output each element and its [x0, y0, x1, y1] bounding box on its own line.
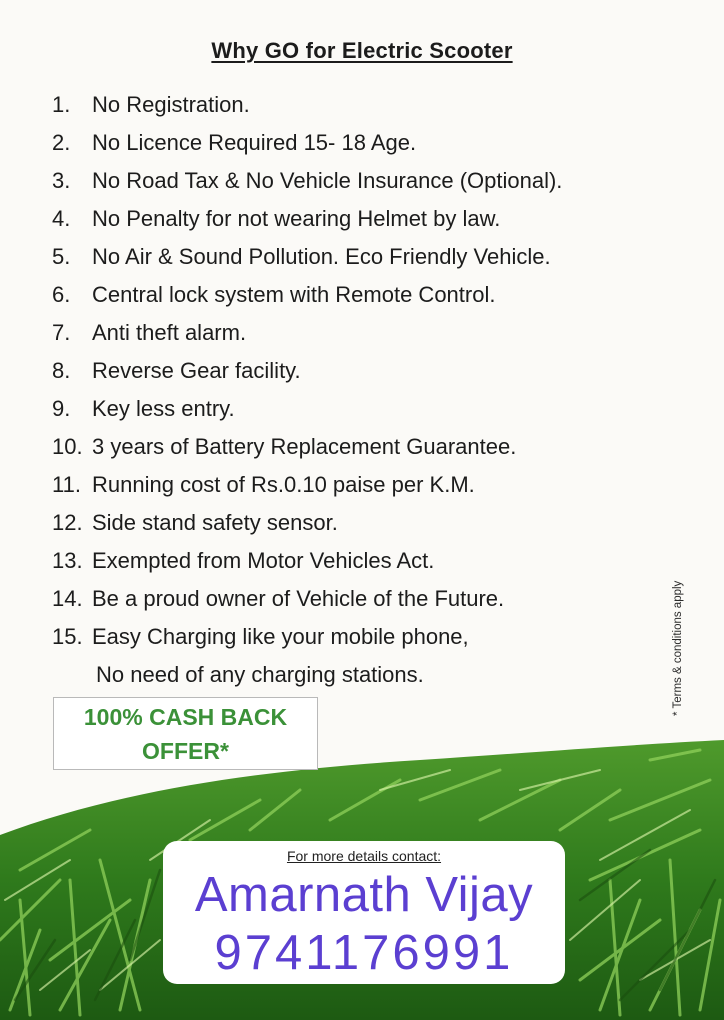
- item-text: Side stand safety sensor.: [92, 510, 338, 535]
- terms-note: * Terms & conditions apply: [672, 580, 684, 716]
- item-text: Reverse Gear facility.: [92, 358, 301, 383]
- item-number: 6.: [52, 282, 71, 307]
- contact-card: [163, 841, 565, 984]
- list-item-continuation: No need of any charging stations.: [96, 662, 424, 687]
- item-number: 1.: [52, 92, 71, 117]
- item-text: Central lock system with Remote Control.: [92, 282, 496, 307]
- item-number: 13.: [52, 548, 83, 573]
- item-text: No Road Tax & No Vehicle Insurance (Optional).: [92, 168, 563, 193]
- item-text: Easy Charging like your mobile phone,: [92, 624, 469, 649]
- item-number: 2.: [52, 130, 71, 155]
- item-text: 3 years of Battery Replacement Guarantee.: [92, 434, 517, 459]
- item-text: Exempted from Motor Vehicles Act.: [92, 548, 435, 573]
- item-number: 11.: [52, 472, 81, 497]
- item-number: 9.: [52, 396, 71, 421]
- item-text: Key less entry.: [92, 396, 235, 421]
- item-text: Be a proud owner of Vehicle of the Future.: [92, 586, 505, 611]
- contact-label: For more details contact:: [286, 848, 442, 864]
- item-number: 15.: [52, 624, 83, 649]
- item-number: 12.: [52, 510, 83, 535]
- item-text: Running cost of Rs.0.10 paise per K.M.: [92, 472, 475, 497]
- item-number: 3.: [52, 168, 71, 193]
- item-number: 10.: [52, 434, 83, 459]
- cashback-offer-box: [53, 697, 318, 770]
- item-text: No Penalty for not wearing Helmet by law.: [92, 206, 501, 231]
- item-text: No Licence Required 15- 18 Age.: [92, 130, 417, 155]
- item-text: No Air & Sound Pollution. Eco Friendly Vehicle.: [92, 244, 551, 269]
- item-text: Anti theft alarm.: [92, 320, 247, 345]
- offer-line-2: OFFER*: [142, 737, 229, 764]
- item-number: 5.: [52, 244, 71, 269]
- item-number: 14.: [52, 586, 83, 611]
- page-title: Why GO for Electric Scooter: [211, 38, 513, 63]
- offer-line-1: 100% CASH BACK: [83, 703, 288, 730]
- item-number: 7.: [52, 320, 71, 345]
- item-number: 4.: [52, 206, 71, 231]
- contact-name: Amarnath Vijay: [194, 868, 534, 922]
- contact-phone: 9741176991: [214, 926, 514, 980]
- item-text: No Registration.: [92, 92, 250, 117]
- item-number: 8.: [52, 358, 71, 383]
